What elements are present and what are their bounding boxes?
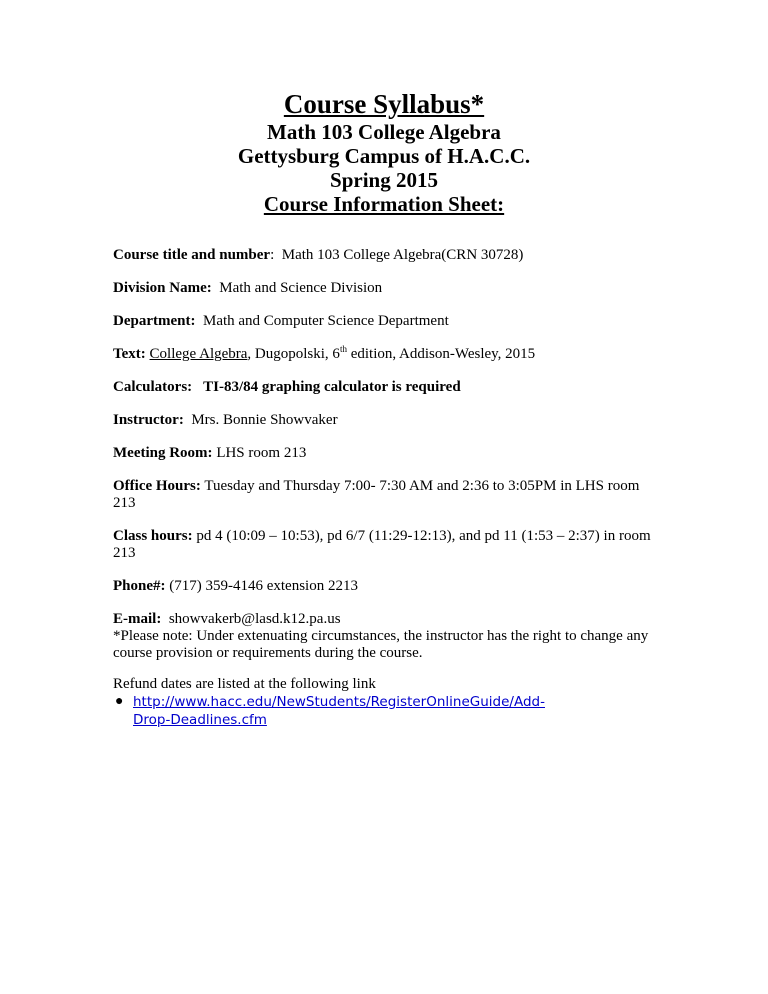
meeting-room-line	[113, 445, 658, 462]
division-value: Math and Science Division	[211, 280, 383, 296]
calculators-line	[113, 379, 658, 396]
refund-intro: Refund dates are listed at the following link	[113, 676, 376, 692]
text-line	[113, 346, 658, 363]
text-value-post: edition, Addison-Wesley, 2015	[346, 346, 536, 362]
bullet-icon: ●	[115, 694, 124, 709]
course-title-line	[113, 247, 658, 264]
course-title-value: : Math 103 College Algebra(CRN 30728)	[270, 247, 524, 263]
campus-name: Gettysburg Campus of H.A.C.C.	[237, 144, 531, 168]
instructor-line	[113, 412, 658, 429]
office-hours-label: Office Hours:	[113, 478, 201, 494]
division-line	[113, 280, 658, 297]
office-hours-line	[113, 478, 658, 512]
email-value: showvakerb@lasd.k12.pa.us	[161, 611, 341, 627]
class-hours-label: Class hours:	[113, 528, 193, 544]
meeting-room-label: Meeting Room:	[113, 445, 213, 461]
office-hours-value: Tuesday and Thursday 7:00- 7:30 AM and 2:36 to 3:05PM in LHS room 213	[113, 478, 640, 511]
calculators-value: TI-83/84 graphing calculator is required	[192, 379, 461, 395]
disclaimer-note: *Please note: Under extenuating circumstances, the instructor has the right to change any course provision or requirements during the course.	[113, 628, 649, 661]
refund-section	[113, 676, 658, 729]
phone-value: (717) 359-4146 extension 2213	[165, 578, 358, 594]
email-label: E-mail:	[113, 611, 162, 627]
info-heading: Course Information Sheet:	[263, 192, 505, 216]
phone-label: Phone#:	[113, 578, 166, 594]
document-body	[113, 247, 658, 729]
meeting-room-value: LHS room 213	[212, 445, 307, 461]
email-block	[113, 611, 658, 662]
term: Spring 2015	[330, 168, 438, 192]
phone-line	[113, 578, 658, 595]
department-line	[113, 313, 658, 330]
document-header	[0, 88, 768, 216]
list-item	[113, 693, 658, 729]
class-hours-value: pd 4 (10:09 – 10:53), pd 6/7 (11:29-12:13), and pd 11 (1:53 – 2:37) in room 213	[113, 528, 651, 561]
page-title: Course Syllabus*	[283, 89, 485, 119]
calculators-label: Calculators:	[113, 379, 193, 395]
course-title-label: Course title and number	[113, 247, 271, 263]
book-title: College Algebra	[149, 346, 248, 362]
refund-link-list	[113, 693, 658, 729]
division-label: Division Name:	[113, 280, 212, 296]
department-label: Department:	[113, 313, 196, 329]
course-name: Math 103 College Algebra	[267, 120, 501, 144]
text-value-pre: , Dugopolski, 6	[247, 346, 340, 362]
text-label: Text:	[113, 346, 146, 362]
department-value: Math and Computer Science Department	[195, 313, 449, 329]
instructor-label: Instructor:	[113, 412, 184, 428]
class-hours-line	[113, 528, 658, 562]
edition-superscript: th	[339, 344, 347, 354]
instructor-value: Mrs. Bonnie Showvaker	[183, 412, 338, 428]
refund-deadlines-link[interactable]: http://www.hacc.edu/NewStudents/RegisterOnlineGuide/Add-Drop-Deadlines.cfm	[133, 694, 545, 728]
